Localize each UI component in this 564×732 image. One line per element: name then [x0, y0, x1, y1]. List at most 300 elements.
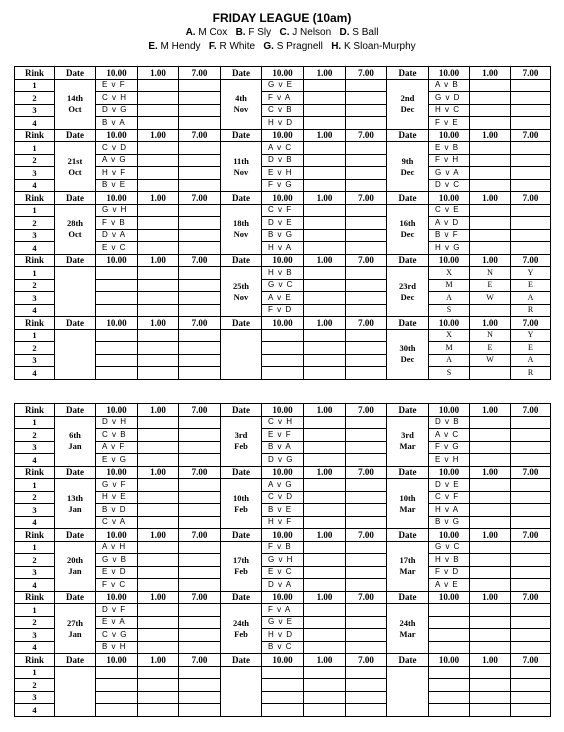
schedule-cell — [346, 229, 387, 242]
time-header: 1.00 — [470, 654, 511, 667]
match-date — [55, 541, 96, 591]
time-header: 10.00 — [96, 591, 138, 604]
schedule-cell — [470, 629, 511, 642]
schedule-cell — [470, 204, 511, 217]
rink-number: 4 — [15, 454, 55, 467]
time-header: 10.00 — [429, 254, 470, 267]
schedule-cell — [346, 629, 387, 642]
schedule-cell — [304, 342, 346, 355]
team-name: K Sloan-Murphy — [341, 41, 416, 52]
rink-number: 3 — [15, 566, 55, 579]
fixture-cell: D v C — [429, 179, 470, 192]
date-day: 6th — [69, 430, 81, 440]
schedule-cell — [262, 342, 304, 355]
schedule-cell — [511, 641, 551, 654]
schedule-cell — [304, 217, 346, 230]
schedule-cell — [346, 566, 387, 579]
schedule-cell — [511, 117, 551, 130]
rink-number: 3 — [15, 691, 55, 704]
schedule-cell — [179, 616, 221, 629]
rink-header: Rink — [15, 529, 55, 542]
schedule-cell — [304, 279, 346, 292]
schedule-cell — [346, 304, 387, 317]
fixture-cell: E v F — [262, 429, 304, 442]
schedule-cell — [304, 92, 346, 105]
match-date — [387, 329, 429, 379]
match-date — [55, 267, 96, 317]
date-header: Date — [55, 404, 96, 417]
fixture-cell: B v E — [96, 179, 138, 192]
time-header: 1.00 — [138, 591, 179, 604]
date-day: 14th — [66, 93, 84, 103]
date-day: 27th — [66, 617, 84, 628]
schedule-cell — [429, 666, 470, 679]
fixture-cell: B v E — [262, 504, 304, 517]
rink-number: 1 — [15, 479, 55, 492]
fixture-cell: C v F — [429, 491, 470, 504]
fixture-cell: G v B — [96, 554, 138, 567]
date-month: Jan — [68, 566, 82, 576]
schedule-cell — [304, 204, 346, 217]
rink-number: 1 — [15, 604, 55, 617]
schedule-cell — [346, 704, 387, 717]
date-day: 24th — [399, 617, 416, 628]
schedule-cell — [262, 704, 304, 717]
schedule-cell — [511, 217, 551, 230]
table-row — [15, 629, 551, 642]
schedule-cell — [346, 167, 387, 180]
schedule-cell — [304, 117, 346, 130]
time-header: 7.00 — [346, 254, 387, 267]
table-row — [15, 704, 551, 717]
date-header: Date — [221, 404, 262, 417]
time-header: 7.00 — [179, 404, 221, 417]
fixture-cell: D v F — [96, 604, 138, 617]
fixture-cell: G v H — [96, 204, 138, 217]
schedule-cell — [138, 504, 179, 517]
schedule-cell — [429, 604, 470, 617]
date-month: Feb — [234, 503, 248, 514]
date-header: Date — [387, 67, 429, 80]
time-header: 1.00 — [304, 129, 346, 142]
date-month: Dec — [400, 166, 415, 177]
match-date — [55, 204, 96, 254]
time-header: 10.00 — [429, 654, 470, 667]
schedule-cell — [138, 267, 179, 280]
schedule-cell — [138, 641, 179, 654]
time-header: 7.00 — [346, 404, 387, 417]
date-month: Feb — [234, 566, 248, 576]
schedule-cell — [138, 441, 179, 454]
team-name: S Pragnell — [273, 41, 332, 52]
league-table-autumn — [14, 66, 551, 380]
fixture-cell: E v F — [96, 79, 138, 92]
schedule-cell: Y — [511, 329, 551, 342]
table-header-row — [15, 404, 551, 417]
schedule-cell — [179, 604, 221, 617]
schedule-cell — [346, 691, 387, 704]
schedule-cell — [179, 229, 221, 242]
table-row — [15, 554, 551, 567]
schedule-cell — [346, 491, 387, 504]
time-header: 7.00 — [179, 254, 221, 267]
schedule-cell — [179, 292, 221, 305]
schedule-cell — [511, 454, 551, 467]
schedule-cell: Y — [511, 267, 551, 280]
date-day: 23rd — [399, 280, 416, 291]
team-key: E. — [148, 41, 158, 52]
table-row — [15, 179, 551, 192]
schedule-cell — [304, 367, 346, 380]
time-header: 7.00 — [346, 192, 387, 205]
date-header: Date — [221, 466, 262, 479]
fixture-cell: E v D — [96, 566, 138, 579]
time-header: 10.00 — [96, 254, 138, 267]
table-row — [15, 691, 551, 704]
schedule-cell — [511, 92, 551, 105]
date-month: Feb — [234, 441, 248, 451]
fixture-cell: D v A — [262, 579, 304, 592]
date-day: 24th — [232, 617, 250, 628]
fixture-cell: F v B — [262, 541, 304, 554]
rink-number: 3 — [15, 629, 55, 642]
schedule-cell — [470, 554, 511, 567]
fixture-cell: H v F — [262, 516, 304, 529]
rink-header: Rink — [15, 129, 55, 142]
schedule-cell — [511, 666, 551, 679]
date-day: 10th — [399, 492, 416, 503]
fixture-cell: C v D — [262, 491, 304, 504]
schedule-cell — [138, 354, 179, 367]
time-header: 1.00 — [304, 67, 346, 80]
schedule-cell — [138, 566, 179, 579]
time-header: 10.00 — [96, 317, 138, 330]
time-header: 7.00 — [179, 192, 221, 205]
date-day: 30th — [399, 343, 416, 353]
schedule-cell: W — [470, 354, 511, 367]
table-row — [15, 491, 551, 504]
schedule-cell — [179, 429, 221, 442]
fixture-cell: F v C — [96, 579, 138, 592]
schedule-cell: A — [511, 292, 551, 305]
schedule-cell — [138, 491, 179, 504]
rink-number: 3 — [15, 441, 55, 454]
team-key: G. — [263, 41, 274, 52]
fixture-cell: H v D — [262, 117, 304, 130]
schedule-cell — [346, 441, 387, 454]
team-key: A. — [185, 27, 196, 38]
date-month: Oct — [68, 104, 82, 114]
schedule-cell — [96, 292, 138, 305]
time-header: 7.00 — [511, 529, 551, 542]
time-header: 7.00 — [511, 654, 551, 667]
date-month: Nov — [233, 166, 249, 177]
fixture-cell: H v B — [262, 267, 304, 280]
fixture-cell: B v C — [262, 641, 304, 654]
rink-number: 1 — [15, 416, 55, 429]
match-date — [221, 416, 262, 466]
schedule-cell — [304, 604, 346, 617]
schedule-cell — [179, 566, 221, 579]
table-row — [15, 342, 551, 355]
time-header: 1.00 — [304, 404, 346, 417]
schedule-cell — [179, 304, 221, 317]
date-day: 13th — [66, 492, 84, 503]
time-header: 1.00 — [304, 254, 346, 267]
table-header-row — [15, 192, 551, 205]
date-header: Date — [221, 254, 262, 267]
table-row — [15, 566, 551, 579]
schedule-cell — [179, 679, 221, 692]
time-header: 7.00 — [179, 67, 221, 80]
date-header: Date — [55, 591, 96, 604]
rink-number: 2 — [15, 342, 55, 355]
schedule-cell — [429, 641, 470, 654]
fixture-cell: A v B — [429, 79, 470, 92]
time-header: 1.00 — [470, 129, 511, 142]
table-row — [15, 516, 551, 529]
schedule-cell — [138, 679, 179, 692]
schedule-cell — [179, 491, 221, 504]
date-header: Date — [387, 591, 429, 604]
schedule-cell — [429, 704, 470, 717]
schedule-cell — [304, 292, 346, 305]
table-header-row — [15, 466, 551, 479]
time-header: 10.00 — [429, 404, 470, 417]
schedule-cell: E — [511, 279, 551, 292]
rink-header: Rink — [15, 192, 55, 205]
fixture-cell: H v B — [429, 554, 470, 567]
schedule-cell — [179, 117, 221, 130]
fixture-cell: F v B — [96, 217, 138, 230]
rink-header: Rink — [15, 67, 55, 80]
match-date — [221, 142, 262, 192]
time-header: 10.00 — [262, 591, 304, 604]
schedule-cell — [304, 479, 346, 492]
schedule-cell — [138, 429, 179, 442]
schedule-cell — [470, 117, 511, 130]
time-header: 10.00 — [262, 254, 304, 267]
schedule-cell — [346, 267, 387, 280]
date-header: Date — [55, 317, 96, 330]
schedule-cell — [470, 416, 511, 429]
team-list-line-2 — [0, 41, 564, 52]
rink-number: 3 — [15, 504, 55, 517]
schedule-cell — [96, 367, 138, 380]
time-header: 1.00 — [470, 192, 511, 205]
schedule-cell — [138, 179, 179, 192]
schedule-cell — [138, 516, 179, 529]
rink-header: Rink — [15, 654, 55, 667]
schedule-cell — [179, 329, 221, 342]
schedule-cell — [346, 616, 387, 629]
match-date — [387, 204, 429, 254]
schedule-cell — [346, 641, 387, 654]
table-row — [15, 604, 551, 617]
table-row — [15, 579, 551, 592]
fixture-cell: H v G — [429, 242, 470, 255]
fixture-cell: E v C — [96, 242, 138, 255]
fixture-cell: G v C — [262, 279, 304, 292]
match-date — [387, 541, 429, 591]
schedule-cell — [179, 454, 221, 467]
team-key: H. — [331, 41, 342, 52]
time-header: 7.00 — [511, 317, 551, 330]
time-header: 7.00 — [511, 254, 551, 267]
fixture-cell: H v D — [262, 629, 304, 642]
schedule-cell — [511, 429, 551, 442]
schedule-cell — [304, 142, 346, 155]
schedule-cell — [179, 154, 221, 167]
table-header-row — [15, 529, 551, 542]
rink-number: 4 — [15, 641, 55, 654]
team-name: S Ball — [349, 27, 379, 38]
date-day: 9th — [401, 155, 414, 166]
fixture-cell: A v D — [429, 217, 470, 230]
schedule-cell — [179, 541, 221, 554]
schedule-cell — [346, 554, 387, 567]
table-row — [15, 229, 551, 242]
rink-number: 4 — [15, 579, 55, 592]
rink-number: 3 — [15, 229, 55, 242]
time-header: 7.00 — [346, 129, 387, 142]
time-header: 10.00 — [262, 466, 304, 479]
team-key: B. — [235, 27, 246, 38]
time-header: 10.00 — [262, 67, 304, 80]
date-header: Date — [221, 129, 262, 142]
date-header: Date — [387, 654, 429, 667]
time-header: 7.00 — [511, 67, 551, 80]
table-row — [15, 641, 551, 654]
fixture-cell: C v D — [96, 142, 138, 155]
schedule-cell — [511, 604, 551, 617]
match-date — [387, 604, 429, 654]
schedule-cell — [179, 479, 221, 492]
team-name: F Sly — [245, 27, 280, 38]
rink-number: 2 — [15, 429, 55, 442]
schedule-cell — [304, 541, 346, 554]
schedule-cell — [470, 616, 511, 629]
schedule-cell — [138, 454, 179, 467]
date-month: Mar — [399, 566, 416, 576]
schedule-cell — [138, 704, 179, 717]
fixture-cell: F v A — [262, 92, 304, 105]
schedule-cell — [179, 516, 221, 529]
table-row — [15, 292, 551, 305]
team-key: D. — [339, 27, 350, 38]
time-header: 1.00 — [470, 529, 511, 542]
schedule-cell — [179, 217, 221, 230]
match-date — [55, 479, 96, 529]
match-date — [221, 604, 262, 654]
time-header: 1.00 — [470, 317, 511, 330]
date-day: 18th — [232, 218, 250, 228]
fixture-cell: C v B — [96, 429, 138, 442]
schedule-cell: N — [470, 267, 511, 280]
schedule-cell — [346, 154, 387, 167]
fixture-cell: B v G — [429, 516, 470, 529]
fixture-cell: D v H — [96, 416, 138, 429]
schedule-cell — [346, 92, 387, 105]
rink-number: 4 — [15, 367, 55, 380]
schedule-cell — [138, 79, 179, 92]
schedule-cell — [304, 242, 346, 255]
time-header: 7.00 — [179, 591, 221, 604]
schedule-cell — [96, 279, 138, 292]
schedule-cell — [138, 691, 179, 704]
fixture-cell: D v A — [96, 229, 138, 242]
time-header: 10.00 — [429, 129, 470, 142]
table-header-row — [15, 654, 551, 667]
fixture-cell: A v E — [429, 579, 470, 592]
date-month: Dec — [400, 354, 415, 364]
schedule-cell: S — [429, 304, 470, 317]
match-date — [55, 416, 96, 466]
schedule-cell — [262, 666, 304, 679]
match-date — [55, 604, 96, 654]
schedule-cell — [179, 92, 221, 105]
table-row — [15, 79, 551, 92]
schedule-cell — [304, 441, 346, 454]
schedule-cell — [346, 79, 387, 92]
schedule-cell — [138, 142, 179, 155]
time-header: 1.00 — [304, 466, 346, 479]
rink-number: 4 — [15, 516, 55, 529]
schedule-cell — [138, 104, 179, 117]
fixture-cell: G v H — [262, 554, 304, 567]
schedule-cell — [138, 304, 179, 317]
date-header: Date — [387, 192, 429, 205]
fixture-cell: F v D — [429, 566, 470, 579]
schedule-cell — [304, 429, 346, 442]
schedule-cell: R — [511, 304, 551, 317]
schedule-cell — [138, 367, 179, 380]
date-month: Jan — [68, 441, 82, 451]
schedule-cell — [262, 691, 304, 704]
time-header: 10.00 — [262, 404, 304, 417]
table-row — [15, 666, 551, 679]
schedule-cell: X — [429, 329, 470, 342]
time-header: 10.00 — [96, 529, 138, 542]
time-header: 1.00 — [138, 129, 179, 142]
schedule-cell — [96, 329, 138, 342]
schedule-cell — [470, 367, 511, 380]
schedule-cell — [138, 629, 179, 642]
match-date — [221, 79, 262, 129]
fixture-cell: G v F — [96, 479, 138, 492]
date-month: Nov — [233, 104, 249, 114]
schedule-cell — [304, 454, 346, 467]
schedule-cell — [346, 541, 387, 554]
schedule-cell — [138, 217, 179, 230]
table-row — [15, 429, 551, 442]
date-header: Date — [387, 529, 429, 542]
table-row — [15, 217, 551, 230]
time-header: 10.00 — [262, 529, 304, 542]
fixture-cell: C v E — [429, 204, 470, 217]
fixture-cell: F v H — [429, 154, 470, 167]
date-month: Dec — [400, 291, 415, 302]
match-date — [387, 79, 429, 129]
time-header: 10.00 — [429, 67, 470, 80]
schedule-cell — [470, 217, 511, 230]
time-header: 10.00 — [96, 129, 138, 142]
time-header: 1.00 — [470, 466, 511, 479]
schedule-cell — [346, 504, 387, 517]
schedule-cell: A — [429, 354, 470, 367]
schedule-cell — [346, 329, 387, 342]
time-header: 7.00 — [179, 529, 221, 542]
